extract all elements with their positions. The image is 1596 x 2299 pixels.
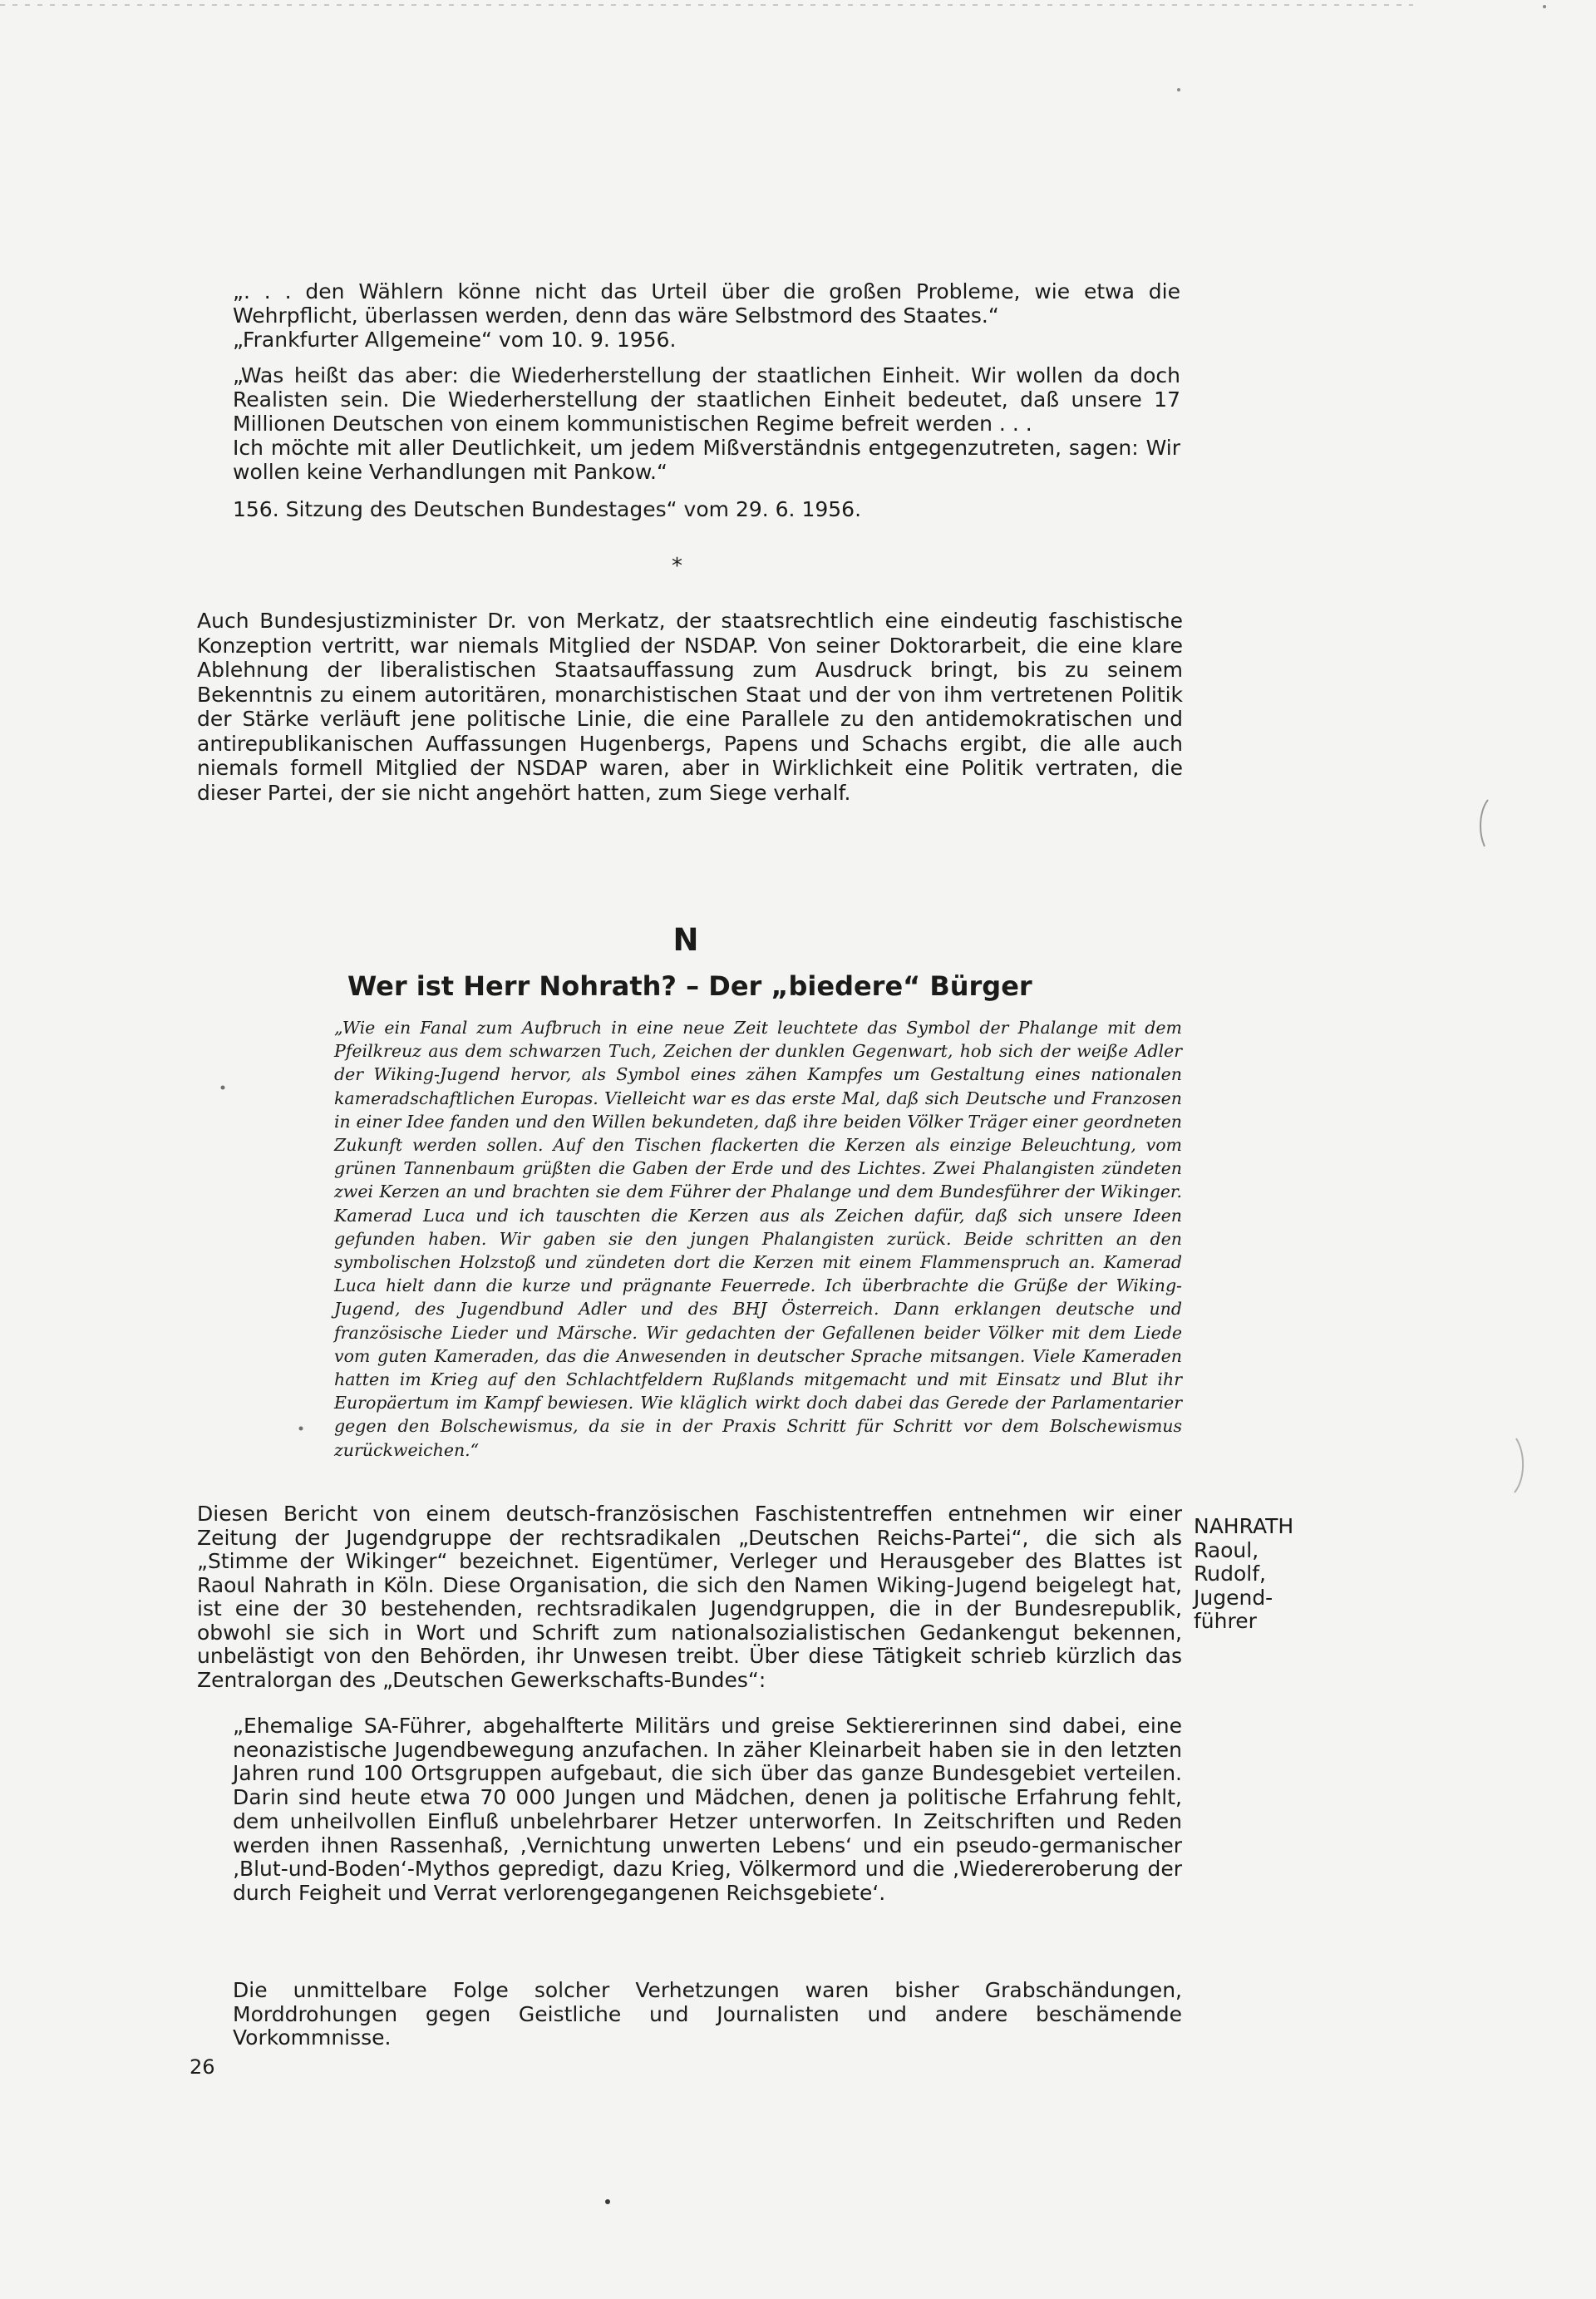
source-bundestag: 156. Sitzung des Deutschen Bundestages“ vom 29. 6. 1956. xyxy=(233,497,862,521)
page-number: 26 xyxy=(190,2055,215,2079)
margin-note-line: Rudolf, xyxy=(1194,1561,1266,1586)
margin-note-line: Raoul, xyxy=(1194,1537,1259,1562)
quote-gewerkschafts-bund: „Ehemalige SA-Führer, abgehalfterte Militärs und greise Sektiererinnen sind dabei, eine neonazistische Jugendbewegung anzufachen. In zäher Kleinarbeit haben sie in den letzten Jahren rund 100 Ortsgruppen aufgebaut, die sich über das ganze Bundesgebiet verteilen. Darin sind heute etwa 70 000 Jungen und Mädchen, denen ja politische Erfahrung fehlt, dem unheilvollen Einfluß unbelehrbarer Hetzer unterworfen. In Zeitschriften und Reden werden ihnen Rassenhaß, ‚Vernichtung unwerten Lebens‘ und ein pseudo-germanischer ‚Blut-und-Boden‘-Mythos gepredigt, dazu Krieg, Völkermord und die ‚Wiedereroberung der durch Feigheit und Verrat verlorengegangenen Reichsgebiete‘. xyxy=(233,1714,1182,1905)
quote-frankfurter-bundestag xyxy=(233,279,1180,521)
margin-note-line: Jugend- xyxy=(1194,1585,1273,1610)
margin-note-nahrath xyxy=(1194,1515,1318,1634)
quote-wehrpflicht: „. . . den Wählern könne nicht das Urteil über die großen Probleme, wie etwa die Wehrpflicht, überlassen werden, denn das wäre Selbstmord des Staates.“ xyxy=(233,279,1180,328)
margin-note-line: NAHRATH xyxy=(1194,1514,1294,1538)
section-heading: Wer ist Herr Nohrath? – Der „biedere“ Bürger xyxy=(347,970,1032,1002)
paragraph-consequence: Die unmittelbare Folge solcher Verhetzungen waren bisher Grabschändungen, Morddrohungen gegen Geistliche und Journalisten und andere beschämende Vorkommnisse. xyxy=(233,1978,1182,2050)
quote-wiking-jugend-report: „Wie ein Fanal zum Aufbruch in eine neue Zeit leuchtete das Symbol der Phalange mit dem Pfeilkreuz aus dem schwarzen Tuch, Zeichen der dunklen Gegenwart, hob sich der weiße Adler der Wiking-Jugend hervor, als Symbol eines zähen Kampfes um Gestaltung eines nationalen kameradschaftlichen Europas. Vielleicht war es das erste Mal, daß sich Deutsche und Franzosen in einer Idee fanden und den Willen bekundeten, daß ihre beiden Völker Träger einer geordneten Zukunft werden sollen. Auf den Tischen flackerten die Kerzen als einzige Beleuchtung, vom grünen Tannenbaum grüßten die Gaben der Erde und des Lichtes. Zwei Phalangisten zündeten zwei Kerzen an und brachten sie dem Führer der Phalange und dem Bundesführer der Wikinger. Kamerad Luca und ich tauschten die Kerzen aus als Zeichen dafür, daß sich unsere Ideen gefunden haben. Wir gaben sie den jungen Phalangisten zurück. Beide schritten an den symbolischen Holzstoß und zündeten dort die Kerzen mit einem Flammenspruch an. Kamerad Luca hielt dann die kurze und prägnante Feuerrede. Ich überbrachte die Grüße der Wiking-Jugend, des Jugendbund Adler und des BHJ Österreich. Dann erklangen deutsche und französische Lieder und Märsche. Wir gedachten der Gefallenen beider Völker mit dem Liede vom guten Kameraden, das die Anwesenden in deutscher Sprache mitsangen. Viele Kameraden hatten im Krieg auf den Schlachtfeldern Rußlands mitgemacht und mit Einsatz und Blut ihr Europäertum im Kampf bewiesen. Wie kläglich wirkt doch dabei das Gerede der Parlamentarier gegen den Bolschewismus, da sie in der Praxis Schritt für Schritt vor dem Bolschewismus zurückweichen.“ xyxy=(334,1018,1182,1460)
quote-pankow: Ich möchte mit aller Deutlichkeit, um jedem Mißverständnis entgegenzutreten, sagen: Wir wollen keine Verhandlungen mit Pankow.“ xyxy=(233,436,1180,484)
quote-wiederherstellung: „Was heißt das aber: die Wiederherstellung der staatlichen Einheit. Wir wollen da doch Realisten sein. Die Wiederherstellung der staatlichen Einheit bedeutet, daß unsere 17 Millionen Deutschen von einem kommunistischen Regime befreit werden . . . xyxy=(233,363,1180,436)
source-frankfurter-allgemeine: „Frankfurter Allgemeine“ vom 10. 9. 1956. xyxy=(233,328,677,352)
section-letter: N xyxy=(672,922,699,958)
paragraph-report: Diesen Bericht von einem deutsch-französischen Faschistentreffen entnehmen wir einer Zeitung der Jugendgruppe der rechtsradikalen „Deutschen Reichs-Partei“, die sich als „Stimme der Wikinger“ bezeichnet. Eigentümer, Verleger und Herausgeber des Blattes ist Raoul Nahrath in Köln. Diese Organisation, die sich den Namen Wiking-Jugend beigelegt hat, ist eine der 30 bestehenden, rechtsradikalen Jugendgruppen, die in der Bundesrepublik, obwohl sie sich in Wort und Schrift zum nationalsozialistischen Gedankengut bekennen, unbelästigt von den Behörden, ihr Unwesen treibt. Über diese Tätigkeit schrieb kürzlich das Zentralorgan des „Deutschen Gewerkschafts-Bundes“: xyxy=(197,1502,1182,1692)
paragraph-merkatz: Auch Bundesjustizminister Dr. von Merkatz, der staatsrechtlich eine eindeutig faschistische Konzeption vertritt, war niemals Mitglied der NSDAP. Von seiner Doktorarbeit, die eine klare Ablehnung der liberalistischen Staatsauffassung zum Ausdruck bringt, bis zu seinem Bekenntnis zu einem autoritären, monarchistischen Staat und der von ihm vertretenen Politik der Stärke verläuft jene politische Linie, die eine Parallele zu den antidemokratischen und antirepublikanischen Auffassungen Hugenbergs, Papens und Schachs ergibt, die alle auch niemals formell Mitglied der NSDAP waren, aber in Wirklichkeit eine Politik vertraten, die dieser Partei, der sie nicht angehört hatten, zum Siege verhalf. xyxy=(197,609,1183,805)
margin-note-line: führer xyxy=(1194,1609,1257,1633)
separator-asterisk: * xyxy=(672,554,682,579)
